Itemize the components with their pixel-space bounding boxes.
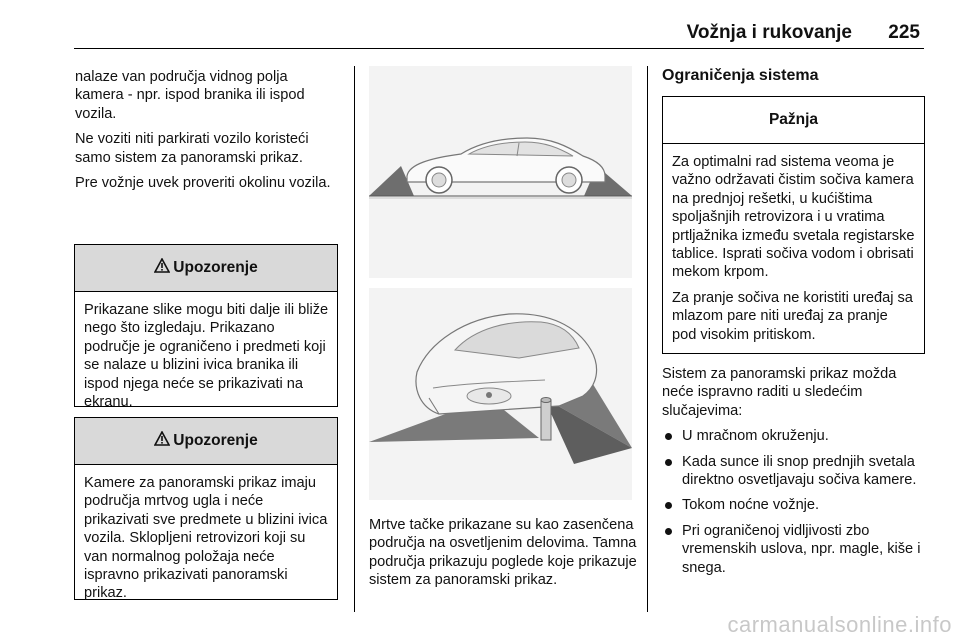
warning-box-body	[75, 465, 337, 611]
list-item	[662, 453, 928, 490]
limitation-list	[662, 427, 928, 577]
left-column-intro	[75, 68, 337, 199]
warning-text: Kamere za panoramski prikaz imaju područja mrtvog ugla i neće prikazivati sve predmete u blizini ivica vozila. Sklopljeni retrovizori koji su van normalnog položaja neće ispravno prikazivati panoramski prikaz.	[84, 475, 328, 602]
list-item	[662, 522, 928, 577]
warning-text: Prikazane slike mogu biti dalje ili bliže nego što izgledaju. Prikazano područje je ograničeno i predmeti koji se nalaze u blizini ivica branika ili ispod njega neće se prikazivati na ekranu.	[84, 302, 329, 411]
paragraph: Ne voziti niti parkirati vozilo koristeći samo sistem za panoramski prikaz.	[75, 131, 309, 166]
column-divider-right	[647, 66, 648, 612]
column-divider-left	[354, 66, 355, 612]
notice-box-header	[663, 97, 924, 144]
warning-box-body	[75, 292, 337, 419]
list-item	[662, 496, 928, 514]
bullet-icon	[665, 528, 672, 535]
header-rule	[74, 48, 924, 49]
car-side-illustration	[369, 66, 632, 278]
notice-box-body	[663, 144, 924, 352]
bullet-icon	[665, 459, 672, 466]
notice-text: Za optimalni rad sistema veoma je važno održavati čistim sočiva kamera na prednjoj rešetki, u kućištima spoljašnjih retrovizora i u vratima prtljažnika između svetala registarske tablice. Isprati sočiva vodom i obrisati mekom krpom.	[672, 154, 915, 281]
watermark: carmanualsonline.info	[727, 612, 952, 637]
bullet-icon	[665, 502, 672, 509]
car-front-illustration	[369, 288, 632, 500]
list-item	[662, 427, 928, 445]
warning-triangle-icon	[154, 258, 170, 278]
notice-text: Za pranje sočiva ne koristiti uređaj sa mlazom pare niti uređaj za pranje pod visokim pritiskom.	[672, 289, 913, 343]
warning-box-1	[74, 244, 338, 411]
warning-triangle-icon	[154, 431, 170, 451]
paragraph: Sistem za panoramski prikaz možda neće ispravno raditi u sledećim slučajevima:	[662, 366, 897, 419]
list-item-text: Tokom noćne vožnje.	[682, 497, 820, 514]
warning-title: Upozorenje	[173, 259, 258, 276]
paragraph: Pre vožnje uvek proveriti okolinu vozila.	[75, 175, 331, 192]
list-item-text: U mračnom okruženju.	[682, 428, 829, 445]
section-title: Ograničenja sistema	[662, 67, 819, 84]
illustration-caption: Mrtve tačke prikazane su kao zasenčena područja na osvetljenim delovima. Tamna područja prikazuju poglede koje prikazuje sistem za panoramski prikaz.	[369, 517, 637, 589]
page-number: 225	[888, 22, 920, 43]
right-column-body	[662, 365, 928, 584]
chapter-title: Vožnja i rukovanje	[686, 22, 852, 43]
page-header	[0, 0, 960, 48]
list-item-text: Kada sunce ili snop prednjih svetala direktno osvetljavaju sočiva kamere.	[682, 453, 917, 489]
notice-title: Pažnja	[768, 111, 819, 128]
list-item-text: Pri ograničenoj vidljivosti zbo vremenskih uslova, npr. magle, kiše i snega.	[682, 522, 921, 576]
notice-box	[662, 96, 925, 354]
warning-title: Upozorenje	[173, 432, 258, 449]
warning-box-2	[74, 417, 338, 600]
paragraph: nalaze van područja vidnog polja kamera - npr. ispod branika ili ispod vozila.	[75, 69, 305, 122]
warning-box-header	[75, 418, 337, 465]
bullet-icon	[665, 433, 672, 440]
warning-box-header	[75, 245, 337, 292]
